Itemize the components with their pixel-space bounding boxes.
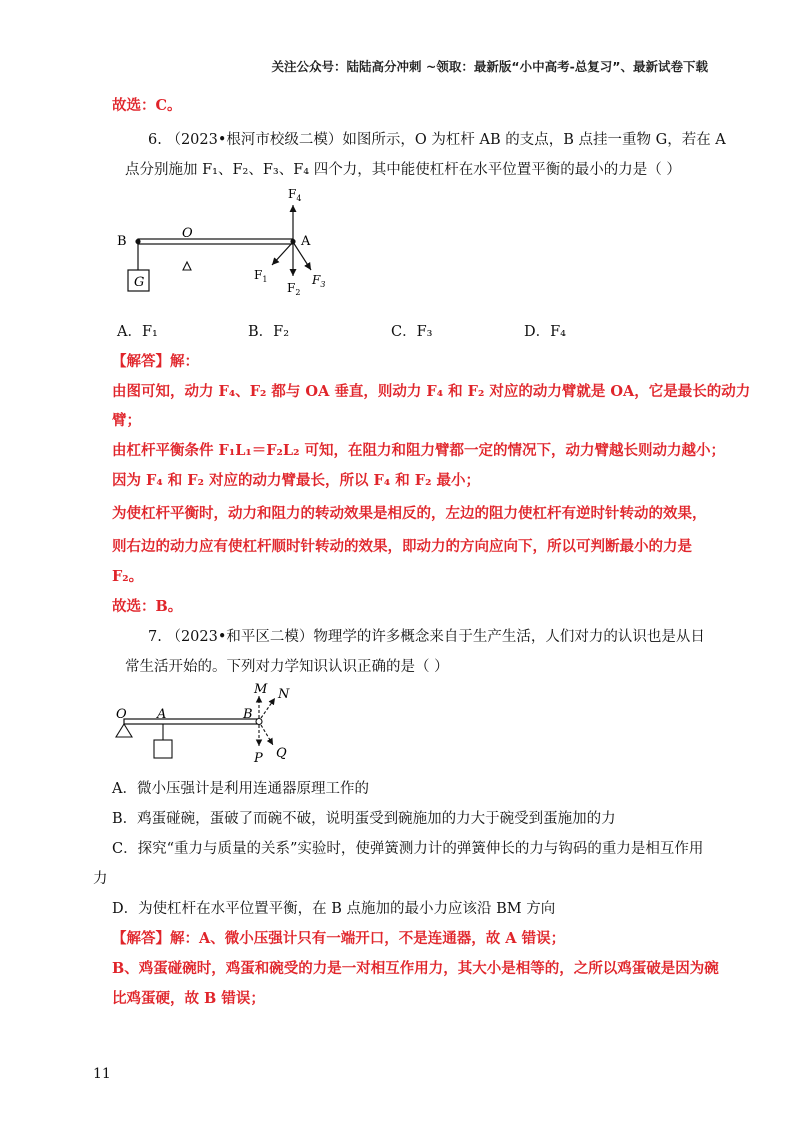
q6-label-f2: $F_2$ — [287, 281, 301, 297]
q7-line2: 常生活开始的。下列对力学知识认识正确的是（ ） — [125, 659, 449, 675]
q7-option-d: D．为使杠杆在水平位置平衡，在 B 点施加的最小力应该沿 BM 方向 — [112, 901, 556, 917]
q7-analysis-line: B、鸡蛋碰碗时，鸡蛋和碗受的力是一对相互作用力，其大小是相等的，之所以鸡蛋破是因为碗 — [112, 960, 719, 977]
q6-analysis-line: 为使杠杆平衡时，动力和阻力的转动效果是相反的，左边的阻力使杠杆有逆时针转动的效果， — [112, 505, 707, 522]
q6-line2: 点分别施加 F₁、F₂、F₃、F₄ 四个力，其中能使杠杆在水平位置平衡的最小的力是（ ） — [125, 162, 681, 178]
q6-lever-figure — [108, 182, 348, 302]
q6-lever-bar — [138, 239, 293, 244]
q7-option-a: A．微小压强计是利用连通器原理工作的 — [112, 781, 369, 797]
q6-fulcrum — [183, 262, 191, 270]
q6-label-f1: $F_1$ — [254, 268, 268, 284]
q7-analysis-line: 比鸡蛋硬，故 B 错误； — [112, 990, 265, 1007]
q7-label-q: Q — [276, 746, 287, 761]
q7-option-c: C．探究“重力与质量的关系”实验时，使弹簧测力计的弹簧伸长的力与钩码的重力是相互作用 — [112, 841, 704, 857]
q6-option-b: B．F₂ — [248, 324, 290, 340]
page-header: 关注公众号：陆陆高分冲刺 ~领取：最新版“小中高考-总复习”、最新试卷下载 — [271, 59, 708, 74]
q7-answer-text: 解：A、微小压强计只有一端开口，不是连通器，故 A 错误； — [170, 930, 566, 947]
q7-answer-line — [112, 929, 565, 949]
q6-analysis-line: 由图可知，动力 F₄、F₂ 都与 OA 垂直，则动力 F₄ 和 F₂ 对应的动力臂就是 OA，它是最长的动力 — [112, 383, 751, 400]
q6-analysis-line: 因为 F₄ 和 F₂ 对应的动力臂最长，所以 F₄ 和 F₂ 最小； — [112, 472, 480, 489]
q7-lever-figure — [108, 680, 308, 775]
q7-force-n-arrow — [261, 698, 275, 718]
q6-label-b: B — [117, 234, 127, 249]
q6-analysis-line: 臂； — [112, 412, 141, 429]
q7-label-a: A — [157, 707, 167, 722]
q7-answer-label: 【解答】 — [112, 930, 170, 947]
q7-weight-box — [154, 740, 172, 758]
q6-label-o: O — [182, 226, 193, 241]
page-number: 11 — [93, 1066, 111, 1082]
q7-option-c-cont: 力 — [93, 871, 108, 887]
q7-pivot — [116, 724, 132, 737]
q6-label-a: A — [301, 234, 311, 249]
q7-lever-bar — [124, 719, 257, 724]
q6-label-f4: $F_4$ — [288, 187, 302, 203]
q6-analysis-line: 则右边的动力应有使杠杆顺时针转动的效果，即动力的方向应向下，所以可判断最小的力是 — [112, 538, 692, 555]
q6-label-g: G — [134, 275, 145, 290]
q6-analysis-line: 由杠杆平衡条件 F₁L₁＝F₂L₂ 可知，在阻力和阻力臂都一定的情况下，动力臂越长则动力越小； — [112, 442, 725, 459]
q6-final-answer: 故选：B。 — [112, 598, 183, 615]
q6-force-f1-arrow — [272, 242, 293, 265]
q7-label-p: P — [254, 751, 263, 766]
q6-option-d: D．F₄ — [524, 324, 566, 340]
q7-point-b — [256, 719, 262, 725]
q7-label-o: O — [116, 707, 127, 722]
q6-answer-label: 【解答】解： — [112, 353, 199, 370]
q7-line1: 7. （2023•和平区二模）物理学的许多概念来自于生产生活，人们对力的认识也是从日 — [148, 629, 705, 645]
previous-answer: 故选：C。 — [112, 97, 182, 114]
q7-label-b: B — [243, 707, 253, 722]
q6-label-f3: $F_3$ — [312, 273, 326, 289]
q6-point-b — [135, 239, 140, 244]
q6-line1: 6. （2023•根河市校级二模）如图所示，O 为杠杆 AB 的支点，B 点挂一重物 G，若在 A — [148, 132, 726, 148]
q7-label-n: N — [278, 687, 290, 702]
q7-option-b: B．鸡蛋碰碗，蛋破了而碗不破，说明蛋受到碗施加的力大于碗受到蛋施加的力 — [112, 811, 616, 827]
q6-option-a: A．F₁ — [117, 324, 158, 340]
q6-analysis-line: F₂。 — [112, 568, 144, 585]
q7-label-m: M — [254, 682, 268, 697]
q6-option-c: C．F₃ — [391, 324, 433, 340]
q7-force-q-arrow — [261, 725, 273, 745]
